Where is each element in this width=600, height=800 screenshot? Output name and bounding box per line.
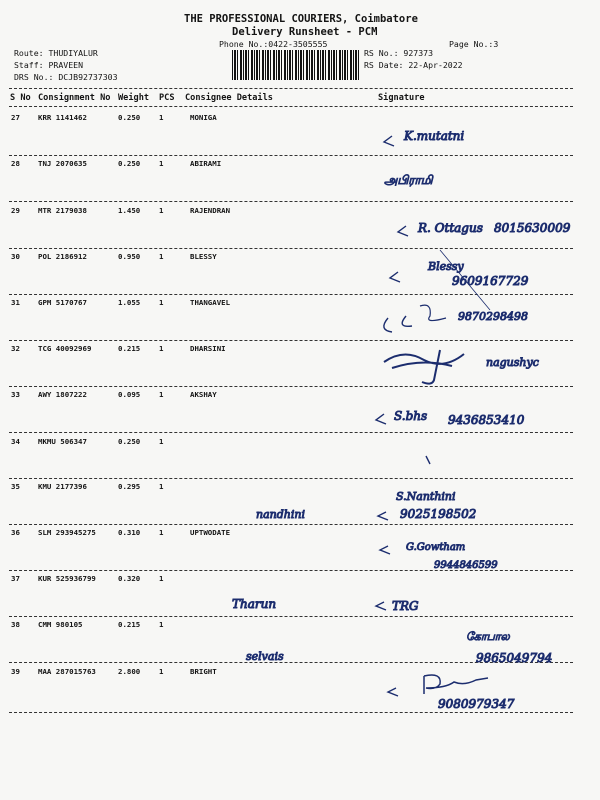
row-consignment-no: KUR 525936799 bbox=[38, 574, 96, 583]
row-weight: 0.095 bbox=[118, 390, 141, 399]
row-consignee: THANGAVEL bbox=[190, 298, 231, 307]
col-consignee: Consignee Details bbox=[185, 93, 273, 103]
row-consignment-no: GPM 5170767 bbox=[38, 298, 87, 307]
row-pcs: 1 bbox=[159, 206, 164, 215]
row-weight: 0.310 bbox=[118, 528, 141, 537]
row-consignment-no: CMM 980105 bbox=[38, 620, 83, 629]
row-sno: 37 bbox=[11, 574, 20, 583]
signature-39 bbox=[388, 675, 515, 711]
signature-text-38: கோபால bbox=[466, 630, 510, 643]
row-consignment-no: TNJ 2070635 bbox=[38, 159, 87, 168]
signature-38 bbox=[246, 630, 552, 665]
row-sno: 39 bbox=[11, 667, 20, 676]
row-pcs: 1 bbox=[159, 620, 164, 629]
signature-text-30: Blessy bbox=[428, 260, 464, 273]
row-pcs: 1 bbox=[159, 528, 164, 537]
row-consignee: RAJENDRAN bbox=[190, 206, 231, 215]
row-sno: 34 bbox=[11, 437, 20, 446]
row-sno: 38 bbox=[11, 620, 20, 629]
drs-number: DRS No.: DCJB92737303 bbox=[14, 72, 118, 82]
row-sno: 36 bbox=[11, 528, 20, 537]
row-sno: 30 bbox=[11, 252, 20, 261]
signature-28 bbox=[384, 173, 434, 187]
signature-text-36: G.Gowtham bbox=[406, 542, 466, 553]
row-weight: 0.250 bbox=[118, 437, 141, 446]
row-consignee: BRIGHT bbox=[190, 667, 217, 676]
signature-30 bbox=[390, 250, 529, 310]
signature-29 bbox=[398, 221, 571, 236]
row-weight: 1.450 bbox=[118, 206, 141, 215]
row-sno: 35 bbox=[11, 482, 20, 491]
signature-35 bbox=[256, 490, 476, 521]
phone-number: Phone No.:0422-3505555 bbox=[219, 39, 328, 49]
signature-32 bbox=[384, 350, 539, 384]
signature-text-33: S.bhs bbox=[394, 409, 428, 423]
phone-text-30: 9609167729 bbox=[452, 274, 529, 288]
col-signature: Signature bbox=[378, 93, 425, 103]
document-subtitle: Delivery Runsheet - PCM bbox=[232, 26, 378, 38]
row-weight: 0.250 bbox=[118, 113, 141, 122]
signature-text-32: nagushyc bbox=[486, 356, 539, 369]
row-weight: 0.250 bbox=[118, 159, 141, 168]
row-pcs: 1 bbox=[159, 667, 164, 676]
row-pcs: 1 bbox=[159, 344, 164, 353]
row-consignment-no: POL 2186912 bbox=[38, 252, 87, 261]
col-weight: Weight bbox=[118, 93, 150, 103]
row-weight: 1.055 bbox=[118, 298, 141, 307]
row-weight: 0.950 bbox=[118, 252, 141, 261]
signature-text-37: TRG bbox=[392, 599, 419, 613]
row-consignment-no: KMU 2177396 bbox=[38, 482, 87, 491]
row-pcs: 1 bbox=[159, 390, 164, 399]
phone-text-33: 9436853410 bbox=[448, 413, 525, 427]
row-sno: 28 bbox=[11, 159, 20, 168]
row-consignment-no: TCG 40092969 bbox=[38, 344, 92, 353]
row-pcs: 1 bbox=[159, 252, 164, 261]
signature-37 bbox=[232, 597, 419, 613]
rs-date: RS Date: 22-Apr-2022 bbox=[364, 60, 463, 70]
phone-text-38: 9865049794 bbox=[476, 651, 553, 665]
row-consignee: UPTWODATE bbox=[190, 528, 231, 537]
staff: Staff: PRAVEEN bbox=[14, 60, 84, 70]
row-pcs: 1 bbox=[159, 574, 164, 583]
signature-text-38-left: selvais bbox=[246, 650, 284, 663]
phone-text-31: 9870298498 bbox=[458, 310, 528, 323]
mark-34 bbox=[426, 456, 430, 464]
signature-text-35-left: nandhini bbox=[256, 508, 305, 521]
phone-text-36: 9944846599 bbox=[434, 560, 498, 571]
rs-number: RS No.: 927373 bbox=[364, 48, 434, 58]
signature-text-27: K.mutatni bbox=[404, 129, 465, 143]
row-consignment-no: AWY 1807222 bbox=[38, 390, 87, 399]
row-consignment-no: MTR 2179038 bbox=[38, 206, 87, 215]
row-weight: 2.800 bbox=[118, 667, 141, 676]
col-sno: S No bbox=[10, 93, 31, 103]
row-consignee: AKSHAY bbox=[190, 390, 217, 399]
row-weight: 0.215 bbox=[118, 620, 141, 629]
row-sno: 29 bbox=[11, 206, 20, 215]
row-consignment-no: MAA 287015763 bbox=[38, 667, 96, 676]
row-sno: 32 bbox=[11, 344, 20, 353]
row-consignee: ABIRAMI bbox=[190, 159, 222, 168]
row-consignee: DHARSINI bbox=[190, 344, 226, 353]
page-number: Page No.:3 bbox=[449, 39, 499, 49]
row-pcs: 1 bbox=[159, 437, 164, 446]
row-consignment-no: SLM 293945275 bbox=[38, 528, 96, 537]
row-sno: 33 bbox=[11, 390, 20, 399]
row-pcs: 1 bbox=[159, 298, 164, 307]
route: Route: THUDIYALUR bbox=[14, 48, 98, 58]
signature-33 bbox=[376, 409, 525, 427]
row-pcs: 1 bbox=[159, 113, 164, 122]
row-sno: 27 bbox=[11, 113, 20, 122]
col-consignment: Consignment No bbox=[38, 93, 111, 103]
row-weight: 0.215 bbox=[118, 344, 141, 353]
signature-27 bbox=[384, 129, 464, 146]
row-consignment-no: MKMU 506347 bbox=[38, 437, 87, 446]
signature-31 bbox=[384, 305, 528, 332]
phone-text-39: 9080979347 bbox=[438, 697, 515, 711]
row-weight: 0.320 bbox=[118, 574, 141, 583]
row-sno: 31 bbox=[11, 298, 20, 307]
row-consignee: BLESSY bbox=[190, 252, 217, 261]
row-consignment-no: KRR 1141462 bbox=[38, 113, 87, 122]
col-pcs: PCS bbox=[159, 93, 175, 103]
phone-text-29: 8015630009 bbox=[494, 221, 571, 235]
signature-text-29: R. Ottagus bbox=[418, 221, 483, 235]
signature-text-37-left: Tharun bbox=[232, 597, 277, 611]
row-pcs: 1 bbox=[159, 159, 164, 168]
row-weight: 0.295 bbox=[118, 482, 141, 491]
row-consignee: MONIGA bbox=[190, 113, 217, 122]
company-name: THE PROFESSIONAL COURIERS, Coimbatore bbox=[184, 13, 418, 25]
signature-text-28: அபிராமி bbox=[384, 173, 433, 187]
phone-text-35: 9025198502 bbox=[400, 507, 477, 521]
row-pcs: 1 bbox=[159, 482, 164, 491]
signature-36 bbox=[380, 542, 498, 571]
signature-text-35: S.Nanthini bbox=[396, 490, 456, 503]
